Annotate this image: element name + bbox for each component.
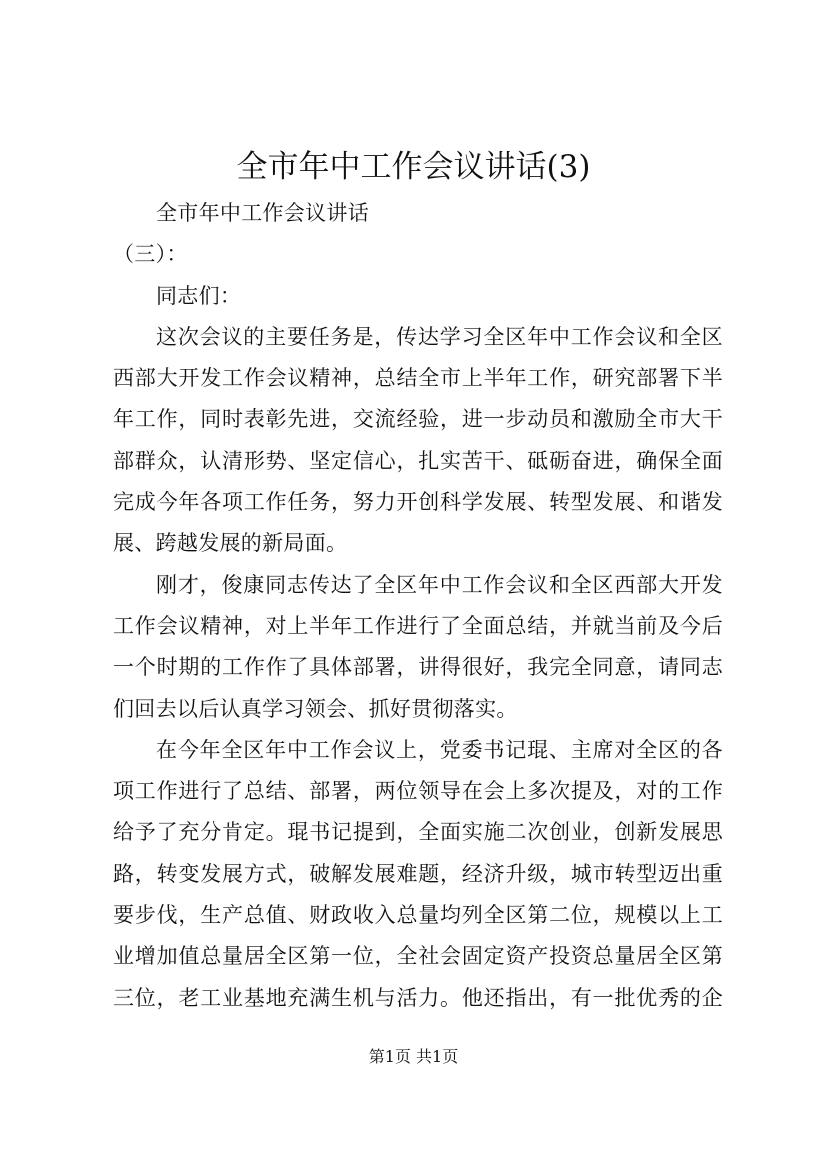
document-body (113, 193, 723, 1019)
paragraph-line: 刚才，俊康同志传达了全区年中工作会议和全区西部大开发 (156, 572, 723, 597)
paragraph-line: 在今年全区年中工作会议上，党委书记琨、主席对全区的各 (156, 737, 723, 762)
paragraph-line: 一个时期的工作作了具体部署，讲得很好，我完全同意，请同志 (113, 655, 723, 680)
salutation-line: 同志们： (156, 283, 242, 308)
paragraph-line: 工作会议精神，对上半年工作进行了全面总结，并就当前及今后 (113, 613, 723, 638)
paragraph-line: 给予了充分肯定。琨书记提到，全面实施二次创业，创新发展思 (113, 820, 723, 845)
paragraph-line: 这次会议的主要任务是，传达学习全区年中工作会议和全区 (156, 324, 723, 349)
paragraph-line: 们回去以后认真学习领会、抓好贯彻落实。 (113, 696, 518, 721)
paragraph-line: 展、跨越发展的新局面。 (113, 531, 348, 556)
paragraph-line: 三位，老工业基地充满生机与活力。他还指出，有一批优秀的企 (113, 985, 723, 1010)
paragraph-line: 项工作进行了总结、部署，两位领导在会上多次提及，对的工作 (113, 779, 723, 804)
document-title: 全市年中工作会议讲话(3) (236, 149, 591, 185)
paragraph-line: 要步伐，生产总值、财政收入总量均列全区第二位，规模以上工 (113, 903, 723, 928)
paragraph-line: 业增加值总量居全区第一位，全社会固定资产投资总量居全区第 (113, 944, 723, 969)
paragraph-line: 年工作，同时表彰先进，交流经验，进一步动员和激励全市大干 (113, 407, 723, 432)
paragraph-line: 部群众，认清形势、坚定信心，扎实苦干、砥砺奋进，确保全面 (113, 448, 723, 473)
subtitle-line: 全市年中工作会议讲话 (156, 201, 369, 225)
paragraph-line: 西部大开发工作会议精神，总结全市上半年工作，研究部署下半 (113, 366, 723, 391)
section-number-line: （三）： (113, 242, 188, 267)
page-footer: 第1页 共1页 (368, 1047, 459, 1066)
paragraph-line: 完成今年各项工作任务，努力开创科学发展、转型发展、和谐发 (113, 490, 723, 515)
paragraph-line: 路，转变发展方式，破解发展难题，经济升级，城市转型迈出重 (113, 861, 723, 886)
